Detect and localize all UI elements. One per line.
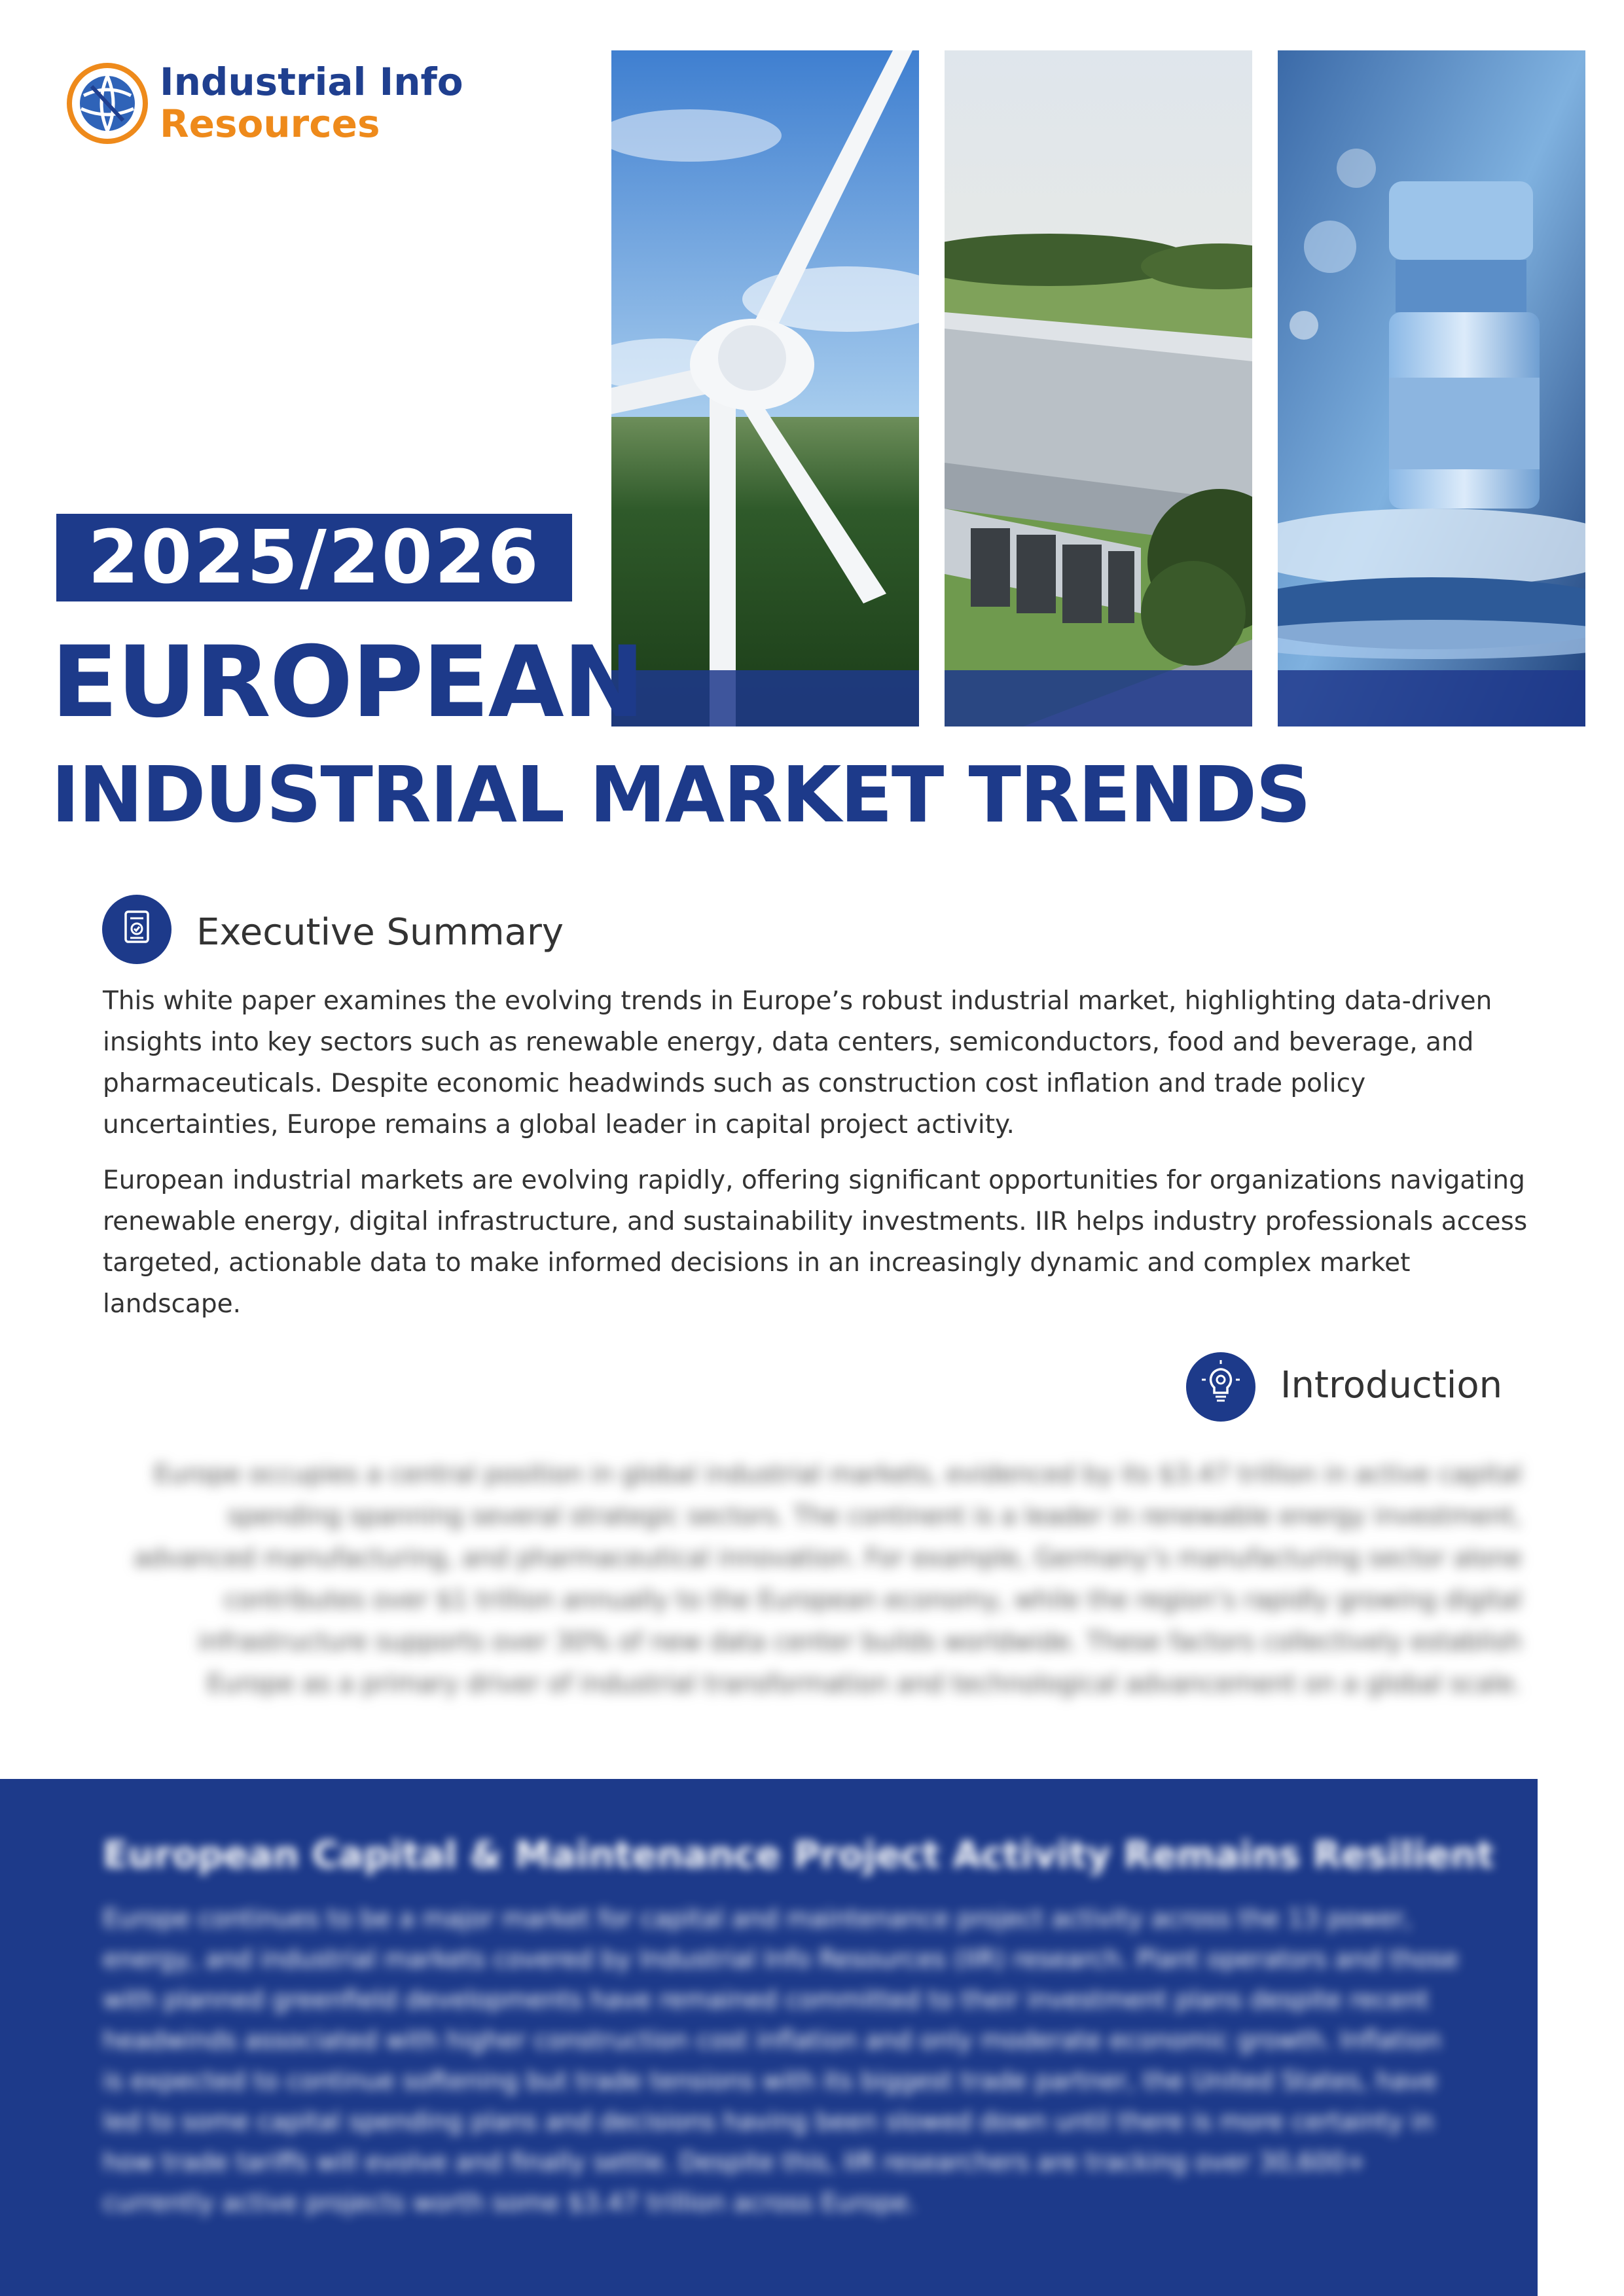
- photo-blue-band: [945, 670, 1252, 726]
- company-logo: [63, 58, 463, 149]
- capital-section-heading: European Capital & Maintenance Project Activity Remains Resilient: [103, 1834, 1494, 1876]
- data-center-photo: [945, 50, 1252, 726]
- wind-turbine-photo: [611, 50, 919, 726]
- pharmaceutical-vial-photo: [1278, 50, 1585, 726]
- introduction-heading: Introduction: [1280, 1364, 1503, 1407]
- year-badge: 2025/2026: [56, 514, 572, 601]
- document-check-icon: [102, 895, 171, 964]
- executive-summary-paragraph-2: European industrial markets are evolving rapidly, offering significant opportunities for organizations navigating renewable energy, digital infrastructure, and sustainability investments. IIR helps industry professionals access targeted, actionable data to make informed decisions in an increasingly dynamic and complex market landscape.: [103, 1166, 1528, 1319]
- logo-name-line1: Industrial Info: [160, 60, 463, 104]
- title-line-1: EUROPEAN: [51, 626, 644, 740]
- lightbulb-gear-icon: [1186, 1352, 1255, 1422]
- executive-summary-heading: Executive Summary: [196, 911, 564, 954]
- title-line-2: INDUSTRIAL MARKET TRENDS: [51, 749, 1310, 840]
- logo-name-line2: Resources: [160, 101, 380, 146]
- introduction-paragraph: Europe occupies a central position in global industrial markets, evidenced by its $3.47 trillion in active capital spending spanning several strategic sectors. The continent is a leader in renewable energy investment, advanced manufacturing, and pharmaceutical innovation. For example, Germany’s manufacturing sector alone contributes over $1 trillion annually to the European economy, while the region’s rapidly growing digital infrastructure supports over 30% of new data center builds worldwide. These factors collectively establish Europe as a primary driver of industrial transformation and technological advancement on a global scale.: [134, 1460, 1522, 1698]
- photo-blue-band: [611, 670, 919, 726]
- photo-blue-band: [1278, 670, 1585, 726]
- executive-summary-paragraph-1: This white paper examines the evolving trends in Europe’s robust industrial market, highlighting data-driven insights into key sectors such as renewable energy, data centers, semiconductors, food and beverage, and pharmaceuticals. Despite economic headwinds such as construction cost inflation and trade policy uncertainties, Europe remains a global leader in capital project activity.: [103, 986, 1492, 1139]
- capital-section-paragraph: Europe continues to be a major market for capital and maintenance project activity across the 13 power, energy, and industrial markets covered by Industrial Info Resources (IIR) research. Plant operators and those with planned greenfield developments have remained committed to their investment plans despite recent headwinds associated with higher construction cost inflation and only moderate economic growth. Inflation is expected to continue softening but trade tensions with its biggest trade partner, the United States, have led to some capital spending plans and decisions having been slowed down until there is more certainty in how trade tariffs will evolve and finally settle. Despite this, IIR researchers are tracking over 30,600+ currently active projects worth some $3.47 trillion across Europe.: [103, 1904, 1459, 2217]
- globe-logo-icon: [63, 58, 152, 147]
